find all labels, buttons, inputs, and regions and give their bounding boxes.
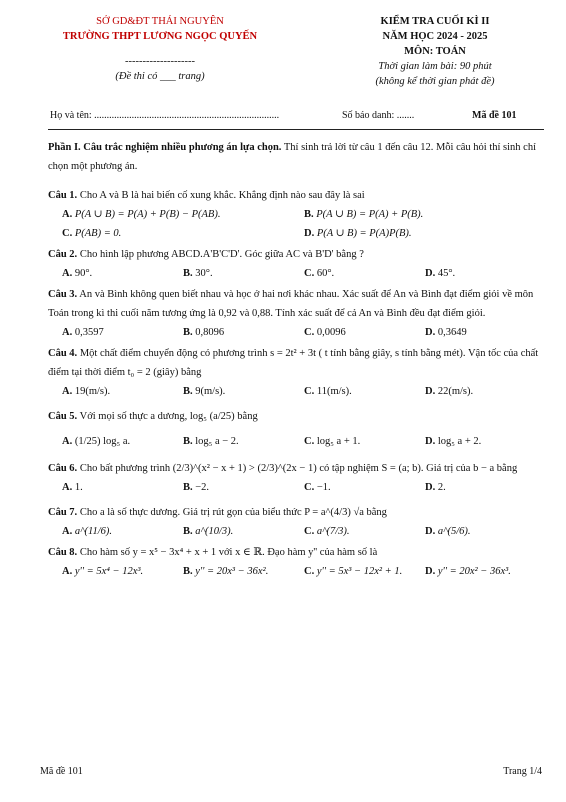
option-a: a^(11/6).: [74, 526, 113, 537]
option-letter: B.: [183, 327, 193, 338]
questions: [48, 138, 546, 581]
option-letter: D.: [425, 482, 436, 493]
question-label: Câu 6.: [48, 463, 78, 474]
exam-code: Mã đề 101: [472, 110, 517, 121]
part1-intro: [48, 138, 546, 176]
question-text: Với mọi số thực a dương, log₅ (a/25) bằng: [77, 411, 258, 422]
option-a: 19(m/s).: [74, 386, 111, 397]
question-4: [48, 344, 546, 382]
options-q8: [48, 562, 546, 581]
option-b: a^(10/3).: [195, 526, 234, 537]
pages-note: (Đề thi có ___ trang): [115, 71, 205, 82]
option-letter: D.: [425, 436, 436, 447]
question-label: Câu 3.: [48, 289, 78, 300]
option-d: log₅ a + 2.: [437, 436, 482, 447]
question-2: [48, 245, 546, 264]
option-letter: C.: [304, 436, 315, 447]
option-c: log₅ a + 1.: [316, 436, 361, 447]
school-year: NĂM HỌC 2024 - 2025: [382, 31, 488, 42]
options-q5: [48, 432, 546, 451]
option-letter: B.: [183, 386, 193, 397]
question-7: [48, 503, 546, 522]
question-8: [48, 543, 546, 562]
options-q1-row1: [48, 205, 546, 224]
question-text: An và Bình không quen biết nhau và học ở hai nơi khác nhau. Xác suất để An và Bình đạt điểm giỏi về môn Toán trong kì thi cuối năm tương ứng là 0,92 và 0,88. Tính xác suất để cả An và Bình đều đạt điểm giỏi.: [48, 289, 534, 319]
question-6: [48, 459, 546, 478]
separator-line: [48, 129, 544, 130]
question-1: [48, 186, 546, 205]
option-a: y'' = 5x⁴ − 12x³.: [74, 566, 144, 577]
option-letter: B.: [183, 436, 193, 447]
department-name: SỞ GD&ĐT THÁI NGUYÊN: [96, 16, 224, 27]
option-letter: D.: [425, 566, 436, 577]
option-d: y'' = 20x² − 36x³.: [437, 566, 511, 577]
option-c: 0,0096: [316, 327, 346, 338]
question-text: Một chất điểm chuyển động có phương trình s = 2t² + 3t ( t tính bằng giây, s tính bằng mét). Vận tốc của chất điểm tại thời điểm t₀ = 2 (giây) bằng: [48, 348, 539, 378]
options-q1-row2: [48, 224, 546, 243]
option-letter: B.: [183, 566, 193, 577]
option-letter: D.: [425, 526, 436, 537]
option-letter: A.: [62, 482, 73, 493]
question-label: Câu 8.: [48, 547, 78, 558]
footer-exam-code: Mã đề 101: [40, 766, 83, 777]
option-letter: A.: [62, 526, 73, 537]
option-b: 0,8096: [195, 327, 225, 338]
question-text: Cho hàm số y = x⁵ − 3x⁴ + x + 1 với x ∈ ℝ. Đạo hàm y'' của hàm số là: [77, 547, 378, 558]
options-q7: [48, 522, 546, 541]
question-label: Câu 5.: [48, 411, 78, 422]
option-d: 22(m/s).: [437, 386, 474, 397]
option-letter: A.: [62, 327, 73, 338]
option-letter: C.: [304, 386, 315, 397]
header-left: [40, 14, 280, 84]
time-note: (không kể thời gian phát đề): [375, 76, 495, 87]
option-letter: C.: [304, 482, 315, 493]
option-b: −2.: [195, 482, 210, 493]
option-a: 1.: [74, 482, 83, 493]
footer-page-number: Trang 1/4: [503, 766, 542, 777]
option-c: P(AB) = 0.: [74, 228, 122, 239]
option-letter: D.: [425, 268, 436, 279]
option-d: 2.: [437, 482, 446, 493]
option-letter: C.: [304, 268, 315, 279]
option-letter: B.: [183, 482, 193, 493]
candidate-number-field: Số báo danh: .......: [342, 110, 415, 121]
question-text: Cho a là số thực dương. Giá trị rút gọn của biểu thức P = a^(4/3) √a bằng: [77, 507, 387, 518]
options-q4: [48, 382, 546, 401]
school-name: TRƯỜNG THPT LƯƠNG NGỌC QUYẾN: [62, 31, 258, 42]
option-letter: B.: [183, 526, 193, 537]
option-letter: D.: [425, 386, 436, 397]
exam-title: KIỂM TRA CUỐI KÌ II: [380, 16, 490, 27]
header-right: [330, 14, 540, 89]
option-a: P(A ∪ B) = P(A) + P(B) − P(AB).: [74, 209, 221, 220]
option-letter: D.: [425, 327, 436, 338]
option-letter: A.: [62, 209, 73, 220]
option-letter: D.: [304, 228, 315, 239]
option-d: 0,3649: [437, 327, 467, 338]
part1-desc: Thí sinh trả lời từ câu 1 đến câu 12. Mỗi câu hỏi thí sinh chỉ chọn một phương án.: [48, 142, 536, 172]
question-3: [48, 285, 546, 323]
option-c: y'' = 5x³ − 12x² + 1.: [316, 566, 403, 577]
option-d: a^(5/6).: [437, 526, 471, 537]
option-d: 45°.: [437, 268, 456, 279]
options-q3: [48, 323, 546, 342]
option-letter: C.: [62, 228, 73, 239]
option-letter: C.: [304, 526, 315, 537]
question-text: Cho hình lập phương ABCD.A'B'C'D'. Góc giữa AC và B'D' bằng ?: [77, 249, 364, 260]
time-limit: Thời gian làm bài: 90 phút: [378, 61, 492, 72]
option-a: (1/25) log₅ a.: [74, 436, 131, 447]
option-b: log₅ a − 2.: [195, 436, 239, 447]
option-c: a^(7/3).: [316, 526, 350, 537]
options-q6: [48, 478, 546, 497]
question-text: Cho bất phương trình (2/3)^(x² − x + 1) > (2/3)^(2x − 1) có tập nghiệm S = (a; b). Giá trị của b − a bằng: [77, 463, 518, 474]
option-letter: A.: [62, 386, 73, 397]
question-label: Câu 4.: [48, 348, 78, 359]
divider-dashes: --------------------: [125, 56, 195, 67]
question-label: Câu 7.: [48, 507, 78, 518]
options-q2: [48, 264, 546, 283]
subject: MÔN: TOÁN: [404, 46, 466, 57]
question-label: Câu 2.: [48, 249, 78, 260]
option-b: y'' = 20x³ − 36x².: [195, 566, 269, 577]
option-letter: A.: [62, 566, 73, 577]
option-letter: B.: [304, 209, 314, 220]
option-b: P(A ∪ B) = P(A) + P(B).: [316, 209, 424, 220]
option-letter: C.: [304, 566, 315, 577]
question-label: Câu 1.: [48, 190, 78, 201]
option-letter: A.: [62, 268, 73, 279]
option-a: 0,3597: [74, 327, 104, 338]
part1-title: Phần I. Câu trắc nghiệm nhiều phương án lựa chọn.: [48, 142, 282, 153]
option-letter: B.: [183, 268, 193, 279]
option-c: 11(m/s).: [316, 386, 352, 397]
option-letter: A.: [62, 436, 73, 447]
option-b: 30°.: [195, 268, 213, 279]
option-d: P(A ∪ B) = P(A)P(B).: [316, 228, 412, 239]
option-c: −1.: [316, 482, 331, 493]
option-letter: C.: [304, 327, 315, 338]
option-c: 60°.: [316, 268, 335, 279]
question-5: [48, 407, 546, 426]
name-field: Họ và tên: ..........................................................................: [50, 110, 280, 121]
option-a: 90°.: [74, 268, 93, 279]
option-b: 9(m/s).: [195, 386, 226, 397]
question-text: Cho A và B là hai biến cố xung khắc. Khẳng định nào sau đây là sai: [77, 190, 365, 201]
